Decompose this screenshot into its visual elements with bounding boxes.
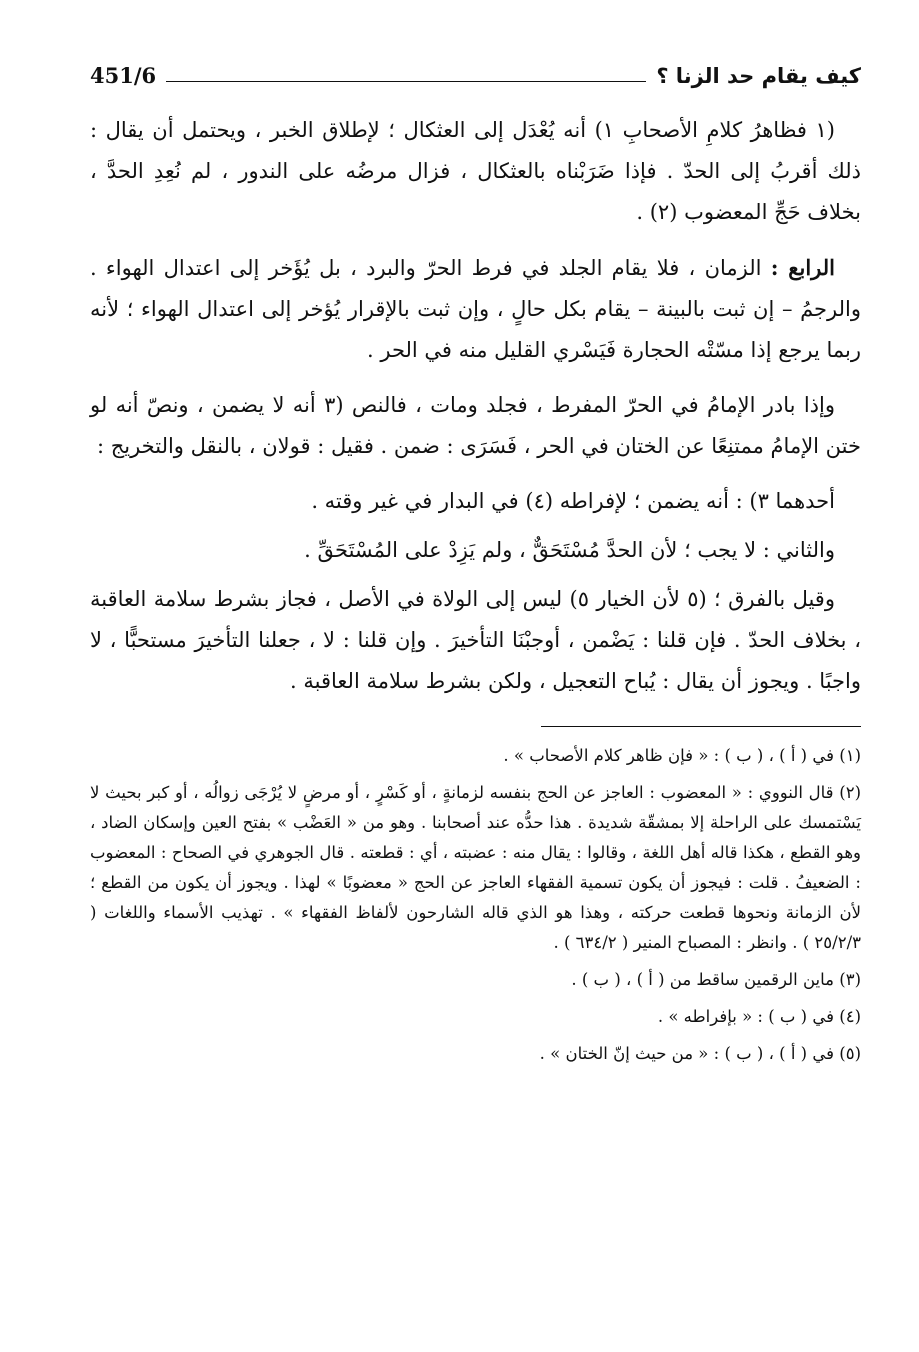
footnotes [90, 741, 861, 1069]
main-text [90, 110, 861, 702]
paragraph-opinion-1: أحدهما ٣) : أنه يضمن ؛ لإفراطه (٤) في البدار في غير وقته . [311, 489, 835, 513]
paragraph-2-lead: الرابع : [770, 255, 835, 280]
running-head [90, 52, 861, 88]
footnote-1: (١) في ( أ ) ، ( ب ) : « فإن ظاهر كلام الأصحاب » . [503, 746, 861, 765]
running-head-rule [166, 81, 646, 82]
footnote-separator [541, 726, 861, 727]
footnote-2: (٢) قال النووي : « المعضوب : العاجز عن الحج بنفسه لزمانةٍ ، أو كَسْرٍ ، أو مرضٍ لا يُرْجَى زوالُه ، أو كبر بحيث لا يَسْتمسك على الراحلة إلا بمشقّة شديدة . هذا حدُّه عند أصحابنا . وهو من « العَضْب » بفتح العين وإسكان الضاد ، وهو القطع ، هكذا قاله أهل اللغة ، وقالوا : يقال منه : عضبته ، أي : قطعته . قال الجوهري في الصحاح : المعضوب : الضعيفُ . قلت : فيجوز أن يكون تسمية الفقهاء العاجز عن الحج « معضوبًا » لهذا . ويجوز أن يكون من القطع ؛ لأن الزمانة ونحوها قطعت حركته ، وهذا هو الذي قاله الشارحون لألفاظ الفقهاء » . تهذيب الأسماء واللغات ( ٢٥/٢/٣ ) . وانظر : المصباح المنير ( ٦٣٤/٢ ) . [90, 783, 861, 952]
paragraph-opinion-2: والثاني : لا يجب ؛ لأن الحدَّ مُسْتَحَقٌّ ، ولم يَزِدْ على المُسْتَحَقِّ . [304, 538, 835, 562]
page-number: 451/6 [90, 63, 157, 88]
paragraph-2 [90, 247, 861, 371]
footnote-5: (٥) في ( أ ) ، ( ب ) : « من حيث إنّ الختان » . [539, 1044, 861, 1063]
footnote-3: (٣) ماين الرقمين ساقط من ( أ ) ، ( ب ) . [571, 970, 861, 989]
paragraph-2-text: الزمان ، فلا يقام الجلد في فرط الحرّ والبرد ، بل يُؤَخر إلى اعتدال الهواء . والرجمُ – إن ثبت بالبينة – يقام بكل حالٍ ، وإن ثبت بالإقرار يُؤخر إلى اعتدال الهواء ؛ لأنه ربما يرجع إذا مسّتْه الحجارة فَيَسْري القليل منه في الحر . [90, 256, 861, 362]
footnote-4: (٤) في ( ب ) : « بإفراطه » . [657, 1007, 861, 1026]
paragraph-3: وإذا بادر الإمامُ في الحرّ المفرط ، فجلد ومات ، فالنص (٣ أنه لا يضمن ، ونصّ أنه لو ختن الإمامُ ممتنِعًا عن الختان في الحر ، فَسَرَى : ضمن . فقيل : قولان ، بالنقل والتخريج : [90, 393, 861, 458]
paragraph-1: (١ فظاهرُ كلامِ الأصحابِ ١) أنه يُعْدَل إلى العثكال ؛ لإطلاق الخبر ، ويحتمل أن يقال : ذلك أقربُ إلى الحدّ . فإذا ضَرَبْناه بالعثكال ، فزال مرضُه على الندور ، لم نُعِدِ الحدَّ ، بخلاف حَجِّ المعضوب (٢) . [90, 118, 861, 224]
running-head-title: كيف يقام حد الزنا ؟ [656, 64, 861, 88]
paragraph-6: وقيل بالفرق ؛ (٥ لأن الخيار ٥) ليس إلى الولاة في الأصل ، فجاز بشرط سلامة العاقبة ، بخلاف الحدّ . فإن قلنا : يَضْمن ، أوجبْنَا التأخيرَ . وإن قلنا : لا ، جعلنا التأخيرَ مستحبًّا ، لا واجبًا . ويجوز أن يقال : يُباح التعجيل ، ولكن بشرط سلامة العاقبة . [90, 587, 861, 693]
